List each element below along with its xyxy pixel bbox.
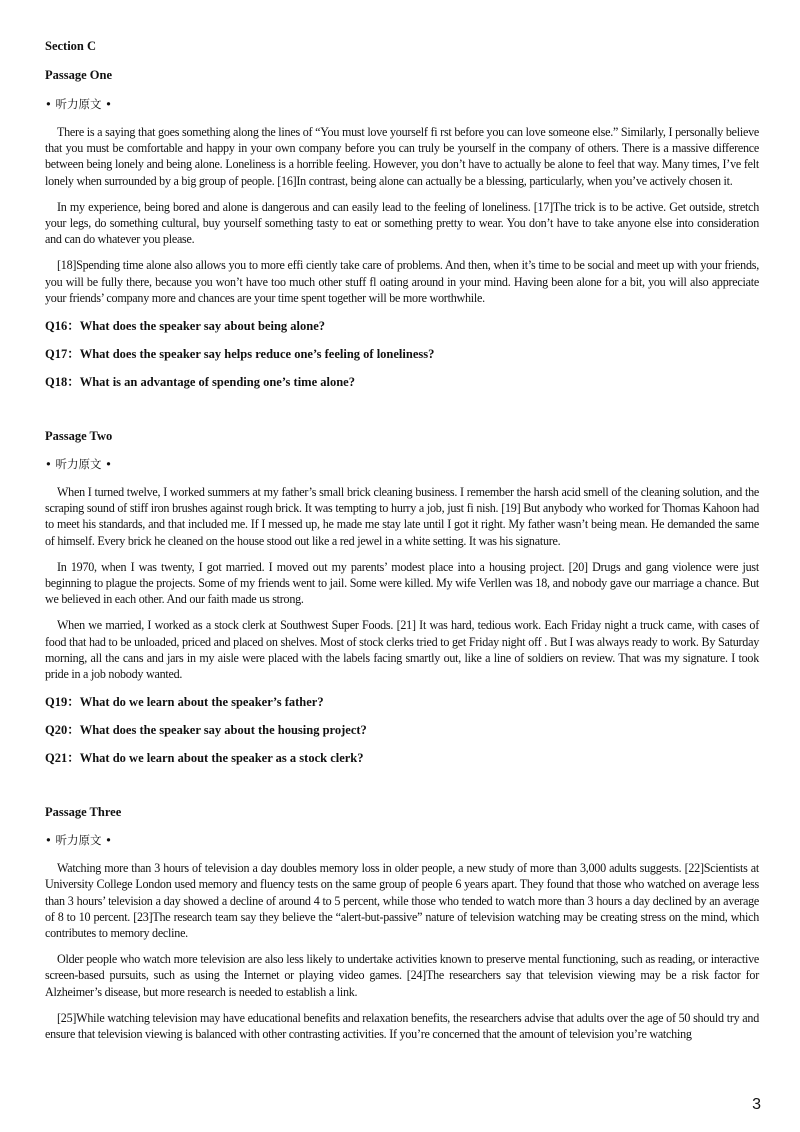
paragraph: In my experience, being bored and alone is dangerous and can easily lead to the feeling of loneliness. [17]The trick is to be active. Get outside, stretch your legs, do something cultural, buy yourself something tasty to eat or something pretty to wear. You don’t have to take anyone else into consideration and can do whatever you please. — [45, 199, 759, 247]
document-page — [45, 38, 759, 1042]
paragraph: When we married, I worked as a stock clerk at Southwest Super Foods. [21] It was hard, tedious work. Each Friday night a truck came, with cases of food that had to be unloaded, priced and placed on shelves. Most of stock clerks tried to get Friday night off . But I was always ready to work. By Saturday morning, all the cans and jars in my aisle were placed with the labels facing smartly out, like a line of soldiers on review. That was my signature. I took pride in a job nobody wanted. — [45, 618, 759, 682]
paragraph: [25]While watching television may have educational benefits and relaxation benefits, the researchers advise that adults over the age of 50 should try and ensure that television viewing is balanced with other contrasting activities. If you’re concerned that the amount of television you’re watching — [45, 1010, 759, 1042]
passage-title: Passage Two — [45, 429, 113, 444]
transcript-label: • 听力原文 • — [45, 833, 112, 848]
paragraph: In 1970, when I was twenty, I got married. I moved out my parents’ modest place into a housing project. [20] Drugs and gang violence were just beginning to plague the projects. Some of my friends went to jail. Some were killed. My wife Verllen was 18, and nobody gave our marriage a chance. But we believed in each other. And our faith made us strong. — [45, 559, 759, 607]
transcript-label: • 听力原文 • — [45, 457, 112, 472]
paragraph: [18]Spending time alone also allows you to more effi ciently take care of problems. And then, when it’s time to be social and meet up with your friends, you will be fully there, because you won’t have too much other stuff fl oating around in your mind. Having been alone for a bit, you will also appreciate your friends’ company more and chances are your time spent together will be more worthwhile. — [45, 258, 759, 305]
question: Q16：What does the speaker say about being alone? — [45, 319, 326, 334]
question: Q19：What do we learn about the speaker’s father? — [45, 695, 324, 710]
passage-title: Passage Three — [45, 805, 122, 820]
passage-two — [45, 428, 759, 766]
paragraph: When I turned twelve, I worked summers at my father’s small brick cleaning business. I remember the harsh acid smell of the cleaning solution, and the scraping sound of stiff iron brushes against rough brick. It was tempting to hurry a job, just fi nish. [19] But anybody who worked for Thomas Kahoon had to meet his standards, and that included me. If I messed up, he made me stay late until I got it right. My father wasn’t being mean. He demanded the same of himself. Every brick he cleaned on the house stood out like a red jewel in a white setting. It was his signature. — [45, 485, 759, 548]
question: Q20：What does the speaker say about the housing project? — [45, 723, 367, 738]
paragraph: There is a saying that goes something along the lines of “You must love yourself fi rst before you can love someone else.” Similarly, I personally believe that you must be comfortable and happy in your own company before you can truly be yourself in the company of others. There is a massive difference between being lonely and being alone. Loneliness is a horrible feeling. However, you don’t have to actually be alone to feel that way. Many times, I’ve felt lonely when surrounded by a big group of people. [16]In contrast, being alone can actually be a blessing, particularly, when you’ve actively chosen it. — [45, 125, 759, 188]
question: Q17：What does the speaker say helps reduce one’s feeling of loneliness? — [45, 347, 435, 362]
transcript-label: • 听力原文 • — [45, 97, 112, 111]
question: Q18：What is an advantage of spending one’s time alone? — [45, 375, 355, 390]
paragraph: Watching more than 3 hours of television a day doubles memory loss in older people, a new study of more than 3,000 adults suggests. [22]Scientists at University College London used memory and fluency tests on the same group of people 6 years apart. They found that those who watched on average less than 3 hours’ television a day showed a decline of around 4 to 5 percent, while those who tended to watch more than 3 hours a day declined by an average of 8 to 10 percent. [23]The research team say they believe the “alert-but-passive” nature of television watching may be creating stress on the mind, which contributes to memory decline. — [45, 861, 759, 941]
page-number: 3 — [752, 1096, 761, 1113]
section-title: Section C — [45, 39, 97, 53]
passage-title: Passage One — [45, 68, 113, 82]
passage-three — [45, 804, 759, 1042]
paragraph: Older people who watch more television are also less likely to undertake activities known to preserve mental functioning, such as reading, or interactive screen-based pursuits, such as using the Internet or playing video games. [24]The researchers say that television viewing may be a risk factor for Alzheimer’s disease, but more research is needed to establish a link. — [45, 952, 759, 999]
question: Q21：What do we learn about the speaker as a stock clerk? — [45, 751, 364, 766]
passage-one — [45, 67, 759, 390]
